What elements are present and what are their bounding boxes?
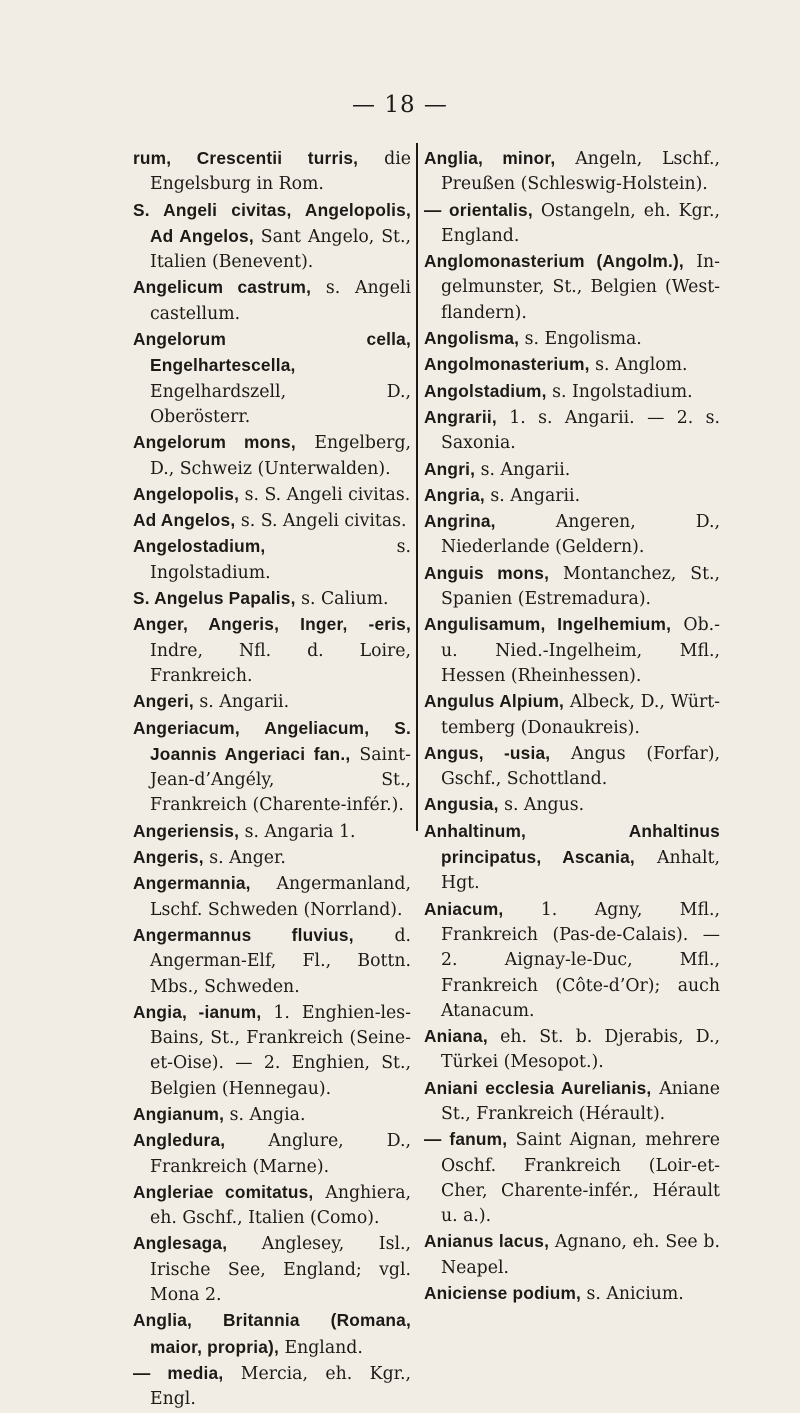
- entry-text: s. S. Angeli civitas.: [235, 511, 407, 532]
- entry-text: England.: [279, 1337, 363, 1358]
- dictionary-entry: [133, 1102, 411, 1128]
- dictionary-entry: [424, 1024, 720, 1076]
- dictionary-entry: [424, 146, 720, 198]
- entry-text: s. Angus.: [498, 795, 585, 816]
- entry-text: Anglure, D., Frankreich (Marne).: [150, 1131, 411, 1177]
- entry-text: d. Angerman-Elf, Fl., Bottn. Mbs., Schweden.: [150, 925, 411, 997]
- dictionary-entry: [133, 534, 411, 586]
- dictionary-entry: [133, 871, 411, 923]
- entry-text: 1. Agny, Mfl., Frankreich (Pas-de-Calais). — 2. Aignay-le-Duc, Mfl., Frankreich (Côte-d’Or); auch Atanacum.: [441, 899, 720, 1021]
- dictionary-entry: [133, 1180, 411, 1232]
- column-divider: [416, 143, 418, 831]
- dictionary-entry: [424, 1127, 720, 1229]
- dictionary-entry: [424, 741, 720, 793]
- entry-headword: Angianum,: [133, 1103, 225, 1124]
- entry-headword: Angolisma,: [424, 328, 520, 349]
- entry-headword: — media,: [133, 1362, 224, 1383]
- entry-text: s. Angarii.: [484, 485, 581, 506]
- entry-headword: Angelorum cella, Engelhartescella,: [133, 329, 411, 376]
- entry-text: Angus (Forfar), Gschf., Schottland.: [441, 743, 720, 790]
- dictionary-entry: [424, 1076, 720, 1128]
- entry-headword: Angulus Alpium,: [424, 691, 565, 712]
- dictionary-entry: [424, 819, 720, 897]
- entry-text: s. Anglom.: [589, 355, 688, 376]
- dictionary-entry: [424, 249, 720, 326]
- entry-text: s. Calium.: [295, 589, 389, 610]
- dictionary-entry: [424, 792, 720, 818]
- dictionary-entry: [133, 612, 411, 689]
- entry-headword: Anianus lacus,: [424, 1231, 550, 1252]
- dictionary-entry: [133, 1128, 411, 1180]
- dictionary-entry: [133, 1308, 411, 1361]
- entry-text: Ingelmunster, St., Belgien (Westflandern).: [441, 252, 721, 323]
- entry-text: Albeck, D., Württemberg (Donaukreis).: [441, 692, 721, 738]
- dictionary-entry: [133, 198, 411, 276]
- entry-headword: S. Angeli civitas, Angelopolis, Ad Angelos,: [133, 199, 411, 246]
- entry-text: s. Angarii.: [193, 692, 290, 713]
- entry-text: s. Angarii.: [475, 459, 571, 480]
- dictionary-entry: [133, 146, 411, 198]
- entry-text: Anhalt, Hgt.: [441, 848, 720, 894]
- dictionary-entry: [133, 327, 411, 430]
- entry-headword: Angeriensis,: [133, 820, 240, 841]
- dictionary-entry: [133, 689, 411, 715]
- entry-headword: — orientalis,: [424, 199, 533, 220]
- entry-headword: — fanum,: [424, 1129, 508, 1150]
- entry-text: Mercia, eh. Kgr., Engl.: [150, 1363, 411, 1410]
- entry-headword: Anglia, minor,: [424, 148, 556, 168]
- entry-headword: Angeris,: [133, 847, 204, 868]
- dictionary-entry: [133, 508, 411, 534]
- entry-text: Saint-Jean-d’Angély, St., Frankreich (Charente-infér.).: [150, 744, 411, 816]
- entry-headword: Anhaltinum, Anhaltinus principatus, Ascania,: [424, 820, 720, 868]
- dictionary-entry: [133, 1231, 411, 1308]
- dictionary-entry: [133, 1000, 411, 1102]
- entry-headword: Angrarii,: [424, 406, 497, 427]
- entry-text: s. Ingolstadium.: [150, 537, 411, 583]
- entry-headword: Angulisamum, Ingelhemium,: [424, 614, 672, 635]
- dictionary-entry: [424, 405, 720, 457]
- dictionary-entry: [424, 1229, 720, 1281]
- entry-headword: Angolmonasterium,: [424, 354, 590, 375]
- dictionary-entry: [424, 509, 720, 561]
- right-column: [424, 146, 720, 1307]
- entry-headword: Angeriacum, Angeliacum, S. Joannis Angeriaci fan.,: [133, 717, 411, 764]
- entry-text: s. Anger.: [203, 848, 286, 869]
- dictionary-entry: [424, 689, 720, 741]
- entry-text: Saint Aignan, mehrere Oschf. Frankreich (Loir-et-Cher, Charente-infér., Hérault u. a.).: [441, 1130, 720, 1227]
- entry-headword: Angledura,: [133, 1130, 226, 1151]
- dictionary-entry: [424, 457, 720, 483]
- entry-headword: Angermannus fluvius,: [133, 924, 354, 945]
- entry-text: Ostangeln, eh. Kgr., England.: [441, 200, 720, 246]
- entry-text: Agnano, eh. See b. Neapel.: [441, 1232, 720, 1278]
- entry-headword: Anglomonasterium (Angolm.),: [424, 251, 684, 272]
- dictionary-entry: [424, 561, 720, 613]
- entry-headword: S. Angelus Papalis,: [133, 588, 296, 609]
- entry-headword: Aniani ecclesia Aurelianis,: [424, 1077, 652, 1098]
- entry-headword: Anger, Angeris, Inger, -eris,: [133, 614, 411, 635]
- entry-text: Indre, Nfl. d. Loire, Frankreich.: [150, 640, 411, 686]
- entry-text: Angermanland, Lschf. Schweden (Norrland).: [150, 874, 411, 920]
- entry-text: s. Ingolstadium.: [546, 381, 693, 402]
- entry-text: s. S. Angeli civitas.: [239, 484, 411, 505]
- left-column: [133, 146, 411, 1413]
- entry-text: 1. s. Angarii. — 2. s. Saxonia.: [441, 407, 720, 454]
- dictionary-entry: [424, 1281, 720, 1307]
- dictionary-entry: [424, 326, 720, 352]
- entry-headword: Angia, -ianum,: [133, 1001, 262, 1022]
- entry-headword: Angelostadium,: [133, 536, 266, 557]
- entry-headword: rum, Crescentii turris,: [133, 148, 359, 168]
- entry-text: Ob.- u. Nied.-Ingelheim, Mfl., Hessen (Rheinhessen).: [441, 615, 720, 686]
- entry-headword: Aniacum,: [424, 898, 504, 919]
- entry-text: 1. Enghien-les-Bains, St., Frankreich (Seine-et-Oise). — 2. Enghien, St., Belgien (Hennegau).: [150, 1002, 411, 1099]
- dictionary-entry: [424, 483, 720, 509]
- dictionary-entry: [133, 716, 411, 819]
- dictionary-entry: [133, 586, 411, 612]
- dictionary-entry: [133, 1361, 411, 1413]
- entry-text: s. Angia.: [224, 1104, 306, 1125]
- entry-text: Engelhardszell, D., Oberösterr.: [150, 381, 411, 427]
- entry-text: s. Angaria 1.: [239, 821, 356, 842]
- entry-headword: Angri,: [424, 458, 476, 479]
- dictionary-entry: [424, 379, 720, 405]
- entry-text: Sant Angelo, St., Italien (Benevent).: [150, 226, 411, 273]
- dictionary-entry: [424, 897, 720, 1024]
- entry-text: s. Anicium.: [581, 1284, 684, 1305]
- entry-headword: Angeri,: [133, 691, 194, 712]
- entry-text: Anghiera, eh. Gschf., Italien (Como).: [150, 1182, 411, 1229]
- entry-text: eh. St. b. Djerabis, D., Türkei (Mesopot.).: [441, 1027, 720, 1073]
- dictionary-entry: [424, 352, 720, 378]
- entry-headword: Angus, -usia,: [424, 742, 551, 763]
- entry-headword: Angusia,: [424, 794, 499, 815]
- entry-text: s. Angeli castellum.: [150, 278, 411, 324]
- entry-headword: Angermannia,: [133, 873, 251, 894]
- entry-headword: Ad Angelos,: [133, 510, 236, 531]
- dictionary-entry: [424, 198, 720, 250]
- entry-headword: Angelopolis,: [133, 483, 240, 504]
- dictionary-entry: [133, 275, 411, 327]
- entry-headword: Anglesaga,: [133, 1233, 228, 1254]
- entry-headword: Aniciense podium,: [424, 1283, 582, 1304]
- entry-text: Angeln, Lschf., Preußen (Schleswig-Holstein).: [441, 149, 720, 195]
- dictionary-entry: [133, 430, 411, 482]
- entry-text: die Engelsburg in Rom.: [150, 149, 411, 195]
- entry-headword: Angelicum castrum,: [133, 277, 312, 298]
- entry-headword: Angolstadium,: [424, 380, 547, 401]
- entry-headword: Angelorum mons,: [133, 432, 296, 453]
- entry-headword: Angrina,: [424, 511, 496, 532]
- page-number: — 18 —: [352, 92, 448, 118]
- dictionary-entry: [133, 923, 411, 1000]
- dictionary-entry: [133, 845, 411, 871]
- entry-text: Aniane St., Frankreich (Hérault).: [441, 1078, 720, 1124]
- entry-headword: Angleriae comitatus,: [133, 1181, 314, 1202]
- entry-headword: Angria,: [424, 484, 485, 505]
- dictionary-entry: [133, 482, 411, 508]
- entry-text: Engelberg, D., Schweiz (Unterwalden).: [150, 433, 411, 479]
- entry-headword: Anguis mons,: [424, 562, 550, 583]
- entry-headword: Anglia, Britannia (Romana, maior, propria),: [133, 1310, 411, 1357]
- entry-text: Angeren, D., Niederlande (Geldern).: [441, 512, 720, 558]
- entry-text: Anglesey, Isl., Irische See, England; vgl. Mona 2.: [150, 1234, 411, 1306]
- entry-text: Montanchez, St., Spanien (Estremadura).: [441, 563, 721, 610]
- entry-headword: Aniana,: [424, 1026, 488, 1047]
- dictionary-entry: [424, 612, 720, 689]
- dictionary-entry: [133, 819, 411, 845]
- entry-text: s. Engolisma.: [519, 329, 642, 350]
